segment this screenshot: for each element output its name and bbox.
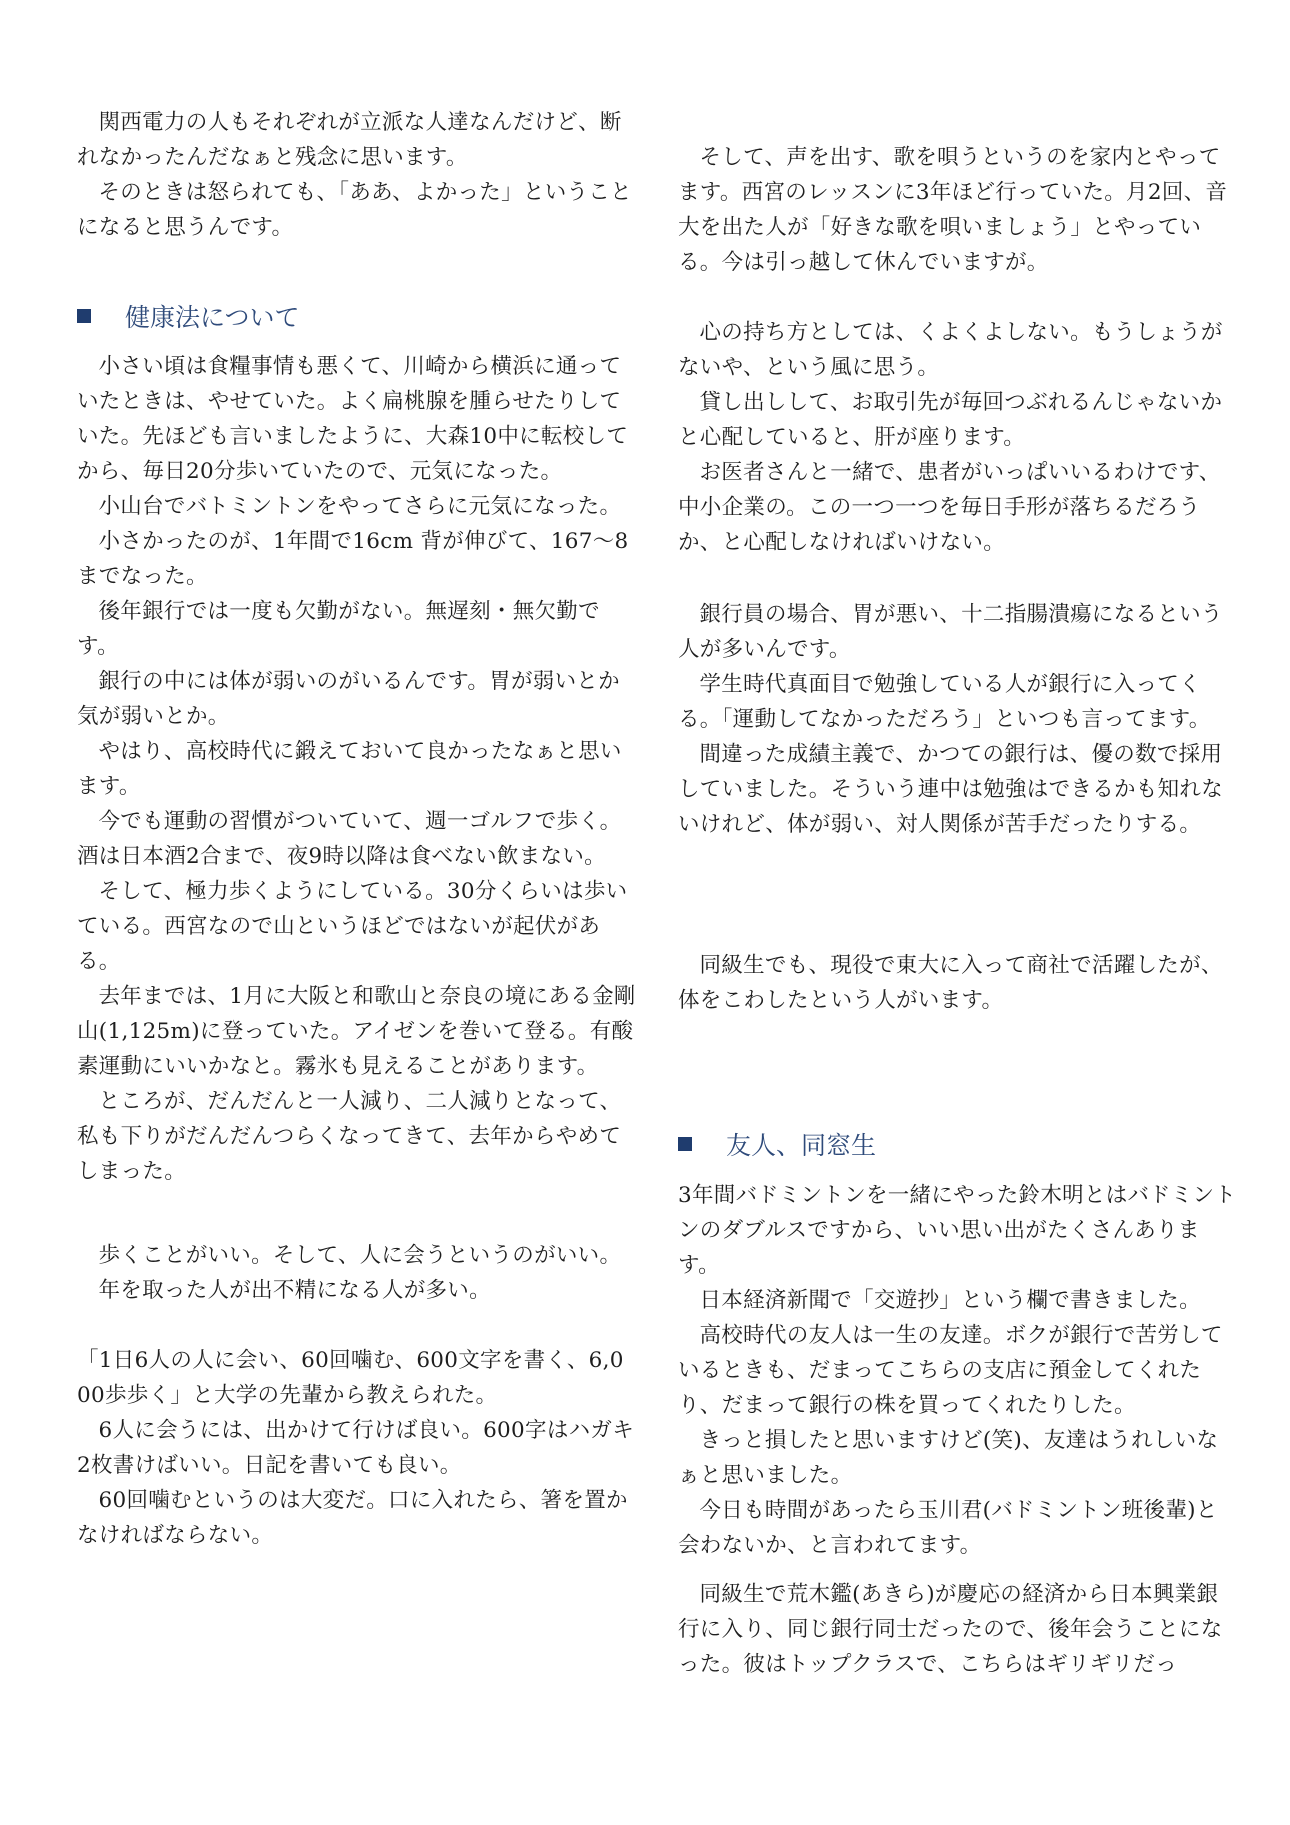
paragraph: 同級生でも、現役で東大に入って商社で活躍したが、体をこわしたという人がいます。: [678, 953, 1223, 1013]
paragraph: ところが、だんだんと一人減り、二人減りとなって、私も下りがだんだんつらくなってきて、去年からやめてしまった。: [77, 1089, 622, 1184]
paragraph: 関西電力の人もそれぞれが立派な人達なんだけど、断れなかったんだなぁと残念に思います。: [77, 110, 622, 170]
walking-section: [77, 1238, 637, 1308]
paragraph: きっと損したと思いますけど(笑)、友達はうれしいなぁと思いました。: [678, 1428, 1219, 1488]
paragraph: 今でも運動の習慣がついていて、週一ゴルフで歩く。酒は日本酒2合まで、夜9時以降は食べない飲まない。: [77, 809, 622, 869]
section-heading-health: [77, 296, 637, 336]
paragraph: そのときは怒られても、「ああ、よかった」ということになると思うんです。: [77, 180, 632, 240]
paragraph: 学生時代真面目で勉強している人が銀行に入ってくる。「運動してなかっただろう」といつも言ってます。: [678, 672, 1211, 732]
paragraph: 小さい頃は食糧事情も悪くて、川崎から横浜に通っていたときは、やせていた。よく扁桃腺を腫らせたりしていた。先ほども言いましたように、大森10中に転校してから、毎日20分歩いていたので、元気になった。: [77, 354, 629, 484]
bankers-section: [678, 597, 1238, 842]
paragraph: 後年銀行では一度も欠勤がない。無遅刻・無欠勤です。: [77, 599, 600, 659]
paragraph: 間違った成績主義で、かつての銀行は、優の数で採用していました。そういう連中は勉強はできるかも知れないけれど、体が弱い、対人関係が苦手だったりする。: [678, 742, 1224, 837]
paragraph: 60回噛むというのは大変だ。口に入れたら、箸を置かなければならない。: [77, 1488, 628, 1548]
intro-section: [77, 105, 637, 245]
square-bullet-icon: [678, 1137, 692, 1151]
paragraph: 銀行員の場合、胃が悪い、十二指腸潰瘍になるという人が多いんです。: [678, 602, 1223, 662]
paragraph: 3年間バドミントンを一緒にやった鈴木明とはバドミントンのダブルスですから、いい思い出がたくさんあります。: [678, 1183, 1237, 1278]
paragraph: お医者さんと一緒で、患者がいっぱいいるわけです、中小企業の。この一つ一つを毎日手形が落ちるだろうか、と心配しなければいけない。: [678, 460, 1221, 555]
paragraph: 高校時代の友人は一生の友達。ボクが銀行で苦労しているときも、だまってこちらの支店に預金してくれたり、だまって銀行の株を買ってくれたりした。: [678, 1323, 1223, 1418]
mindset-section: [678, 315, 1238, 560]
paragraph: 小さかったのが、1年間で16cm 背が伸びて、167～8までなった。: [77, 529, 629, 589]
paragraph: 銀行の中には体が弱いのがいるんです。胃が弱いとか気が弱いとか。: [77, 669, 620, 729]
paragraph: そして、極力歩くようにしている。30分くらいは歩いている。西宮なので山というほどではないが起伏がある。: [77, 879, 628, 974]
paragraph: 同級生で荒木鑑(あきら)が慶応の経済から日本興業銀行に入り、同じ銀行同士だったので、後年会うことになった。彼はトップクラスで、こちらはギリギリだっ: [678, 1582, 1223, 1677]
araki-section: [678, 1577, 1238, 1682]
paragraph: 「1日6人の人に会い、60回噛む、600文字を書く、6,000歩歩く」と大学の先輩から教えられた。: [77, 1348, 624, 1408]
heading-text: 健康法について: [125, 303, 300, 332]
heading-text: 友人、同窓生: [726, 1131, 877, 1160]
health-section: [77, 349, 637, 1189]
friends-section: [678, 1178, 1238, 1563]
paragraph: 小山台でバトミントンをやってさらに元気になった。: [98, 494, 622, 519]
paragraph: 日本経済新聞で「交遊抄」という欄で書きました。: [699, 1288, 1201, 1313]
section-heading-friends: [678, 1124, 1238, 1164]
paragraph: 去年までは、1月に大阪と和歌山と奈良の境にある金剛山(1,125m)に登っていた。アイゼンを巻いて登る。有酸素運動にいいかなと。霧氷も見えることがあります。: [77, 984, 636, 1079]
singing-section: [678, 140, 1238, 280]
paragraph: 貸し出しして、お取引先が毎回つぶれるんじゃないかと心配していると、肝が座ります。: [678, 390, 1223, 450]
paragraph: やはり、高校時代に鍛えておいて良かったなぁと思います。: [77, 739, 622, 799]
paragraph: 6人に会うには、出かけて行けば良い。600字はハガキ2枚書けばいい。日記を書いても良い。: [77, 1418, 635, 1478]
paragraph: そして、声を出す、歌を唄うというのを家内とやってます。西宮のレッスンに3年ほど行っていた。月2回、音大を出た人が「好きな歌を唄いましょう」とやっている。今は引っ越して休んでいますが。: [678, 145, 1228, 275]
square-bullet-icon: [77, 309, 91, 323]
classmate-section: [678, 948, 1238, 1018]
paragraph: 心の持ち方としては、くよくよしない。もうしょうがないや、という風に思う。: [678, 320, 1223, 380]
paragraph: 今日も時間があったら玉川君(バドミントン班後輩)と会わないか、と言われてます。: [678, 1498, 1218, 1558]
paragraph: 年を取った人が出不精になる人が多い。: [98, 1278, 491, 1303]
advice-section: [77, 1343, 637, 1553]
paragraph: 歩くことがいい。そして、人に会うというのがいい。: [98, 1243, 622, 1268]
